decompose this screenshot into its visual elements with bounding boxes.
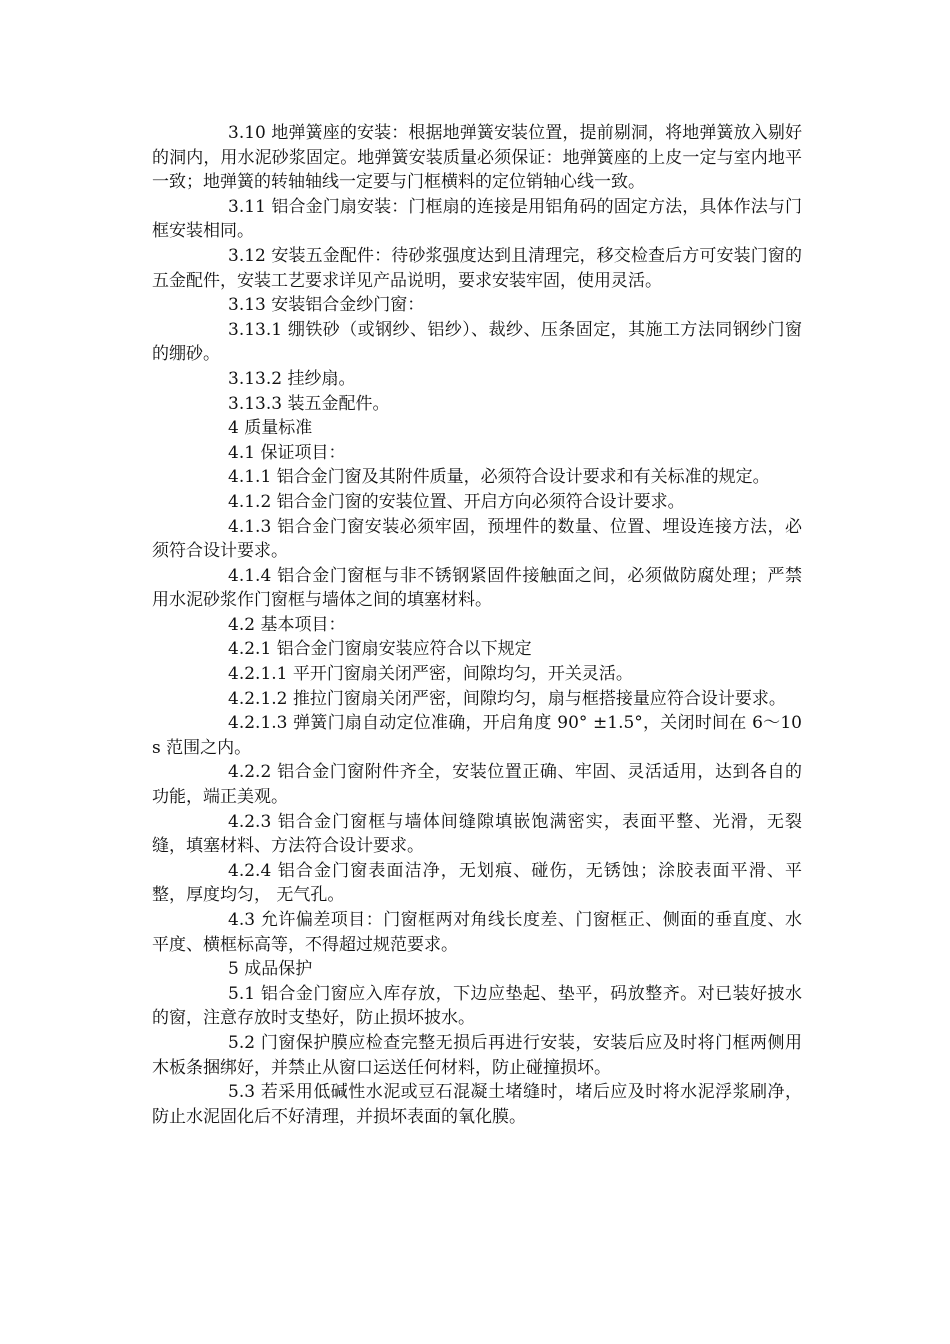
heading-5-product-protection: 5 成品保护 (228, 959, 313, 980)
paragraph-3-13: 3.13 安装铝合金纱门窗： (228, 295, 425, 316)
paragraph-4-2-1-1: 4.2.1.1 平开门窗扇关闭严密，间隙均匀，开关灵活。 (228, 664, 633, 685)
paragraph-5-2: 5.2 门窗保护膜应检查完整无损后再进行安装，安装后应及时将门框两侧用木板条捆绑好，并禁止从窗口运送任何材料，防止碰撞损坏。 (152, 1032, 802, 1078)
paragraph-3-13-3: 3.13.3 装五金配件。 (228, 393, 390, 414)
paragraph-4-2-1-2: 4.2.1.2 推拉门窗扇关闭严密，间隙均匀，扇与框搭接量应符合设计要求。 (228, 688, 786, 709)
paragraph-4-2: 4.2 基本项目： (228, 614, 346, 635)
paragraph-3-12: 3.12 安装五金配件：待砂浆强度达到且清理完，移交检查后方可安装门窗的五金配件，安装工艺要求详见产品说明，要求安装牢固，使用灵活。 (152, 245, 802, 291)
paragraph-5-1: 5.1 铝合金门窗应入库存放，下边应垫起、垫平，码放整齐。对已装好披水的窗，注意存放时支垫好，防止损坏披水。 (152, 983, 802, 1029)
paragraph-3-13-2: 3.13.2 挂纱扇。 (228, 368, 356, 389)
paragraph-3-10: 3.10 地弹簧座的安装：根据地弹簧安装位置，提前剔洞，将地弹簧放入剔好的洞内，用水泥砂浆固定。地弹簧安装质量必须保证：地弹簧座的上皮一定与室内地平一致；地弹簧的转轴轴线一定要与门框横料的定位销轴心线一致。 (152, 123, 802, 193)
paragraph-4-2-2: 4.2.2 铝合金门窗附件齐全，安装位置正确、牢固、灵活适用，达到各自的功能，端正美观。 (152, 762, 802, 808)
paragraph-3-13-1: 3.13.1 绷铁砂（或钢纱、铝纱）、裁纱、压条固定，其施工方法同钢纱门窗的绷砂。 (152, 319, 802, 365)
paragraph-4-3: 4.3 允许偏差项目：门窗框两对角线长度差、门窗框正、侧面的垂直度、水平度、横框标高等，不得超过规范要求。 (152, 910, 802, 955)
paragraph-4-2-3: 4.2.3 铝合金门窗框与墙体间缝隙填嵌饱满密实，表面平整、光滑，无裂缝，填塞材料、方法符合设计要求。 (152, 811, 802, 857)
paragraph-4-1: 4.1 保证项目： (228, 442, 346, 463)
heading-4-quality-standard: 4 质量标准 (228, 418, 313, 439)
paragraph-4-1-3: 4.1.3 铝合金门窗安装必须牢固，预埋件的数量、位置、埋设连接方法，必须符合设计要求。 (152, 516, 802, 562)
paragraph-3-11: 3.11 铝合金门扇安装：门框扇的连接是用铝角码的固定方法，具体作法与门框安装相同。 (152, 196, 802, 242)
paragraph-4-1-4: 4.1.4 铝合金门窗框与非不锈钢紧固件接触面之间，必须做防腐处理；严禁用水泥砂浆作门窗框与墙体之间的填塞材料。 (152, 565, 802, 611)
paragraph-4-1-2: 4.1.2 铝合金门窗的安装位置、开启方向必须符合设计要求。 (228, 491, 685, 512)
paragraph-5-3: 5.3 若采用低碱性水泥或豆石混凝土堵缝时，堵后应及时将水泥浮浆刷净，防止水泥固化后不好清理，并损坏表面的氧化膜。 (152, 1082, 802, 1127)
paragraph-4-2-1-3: 4.2.1.3 弹簧门扇自动定位准确，开启角度 90° ±1.5°，关闭时间在 6～10s 范围之内。 (152, 713, 802, 758)
paragraph-4-2-4: 4.2.4 铝合金门窗表面洁净，无划痕、碰伤，无锈蚀；涂胶表面平滑、平整，厚度均匀， 无气孔。 (152, 860, 802, 906)
document-body (152, 121, 802, 1129)
paragraph-4-2-1: 4.2.1 铝合金门窗扇安装应符合以下规定 (228, 639, 532, 660)
paragraph-4-1-1: 4.1.1 铝合金门窗及其附件质量，必须符合设计要求和有关标准的规定。 (228, 467, 770, 488)
